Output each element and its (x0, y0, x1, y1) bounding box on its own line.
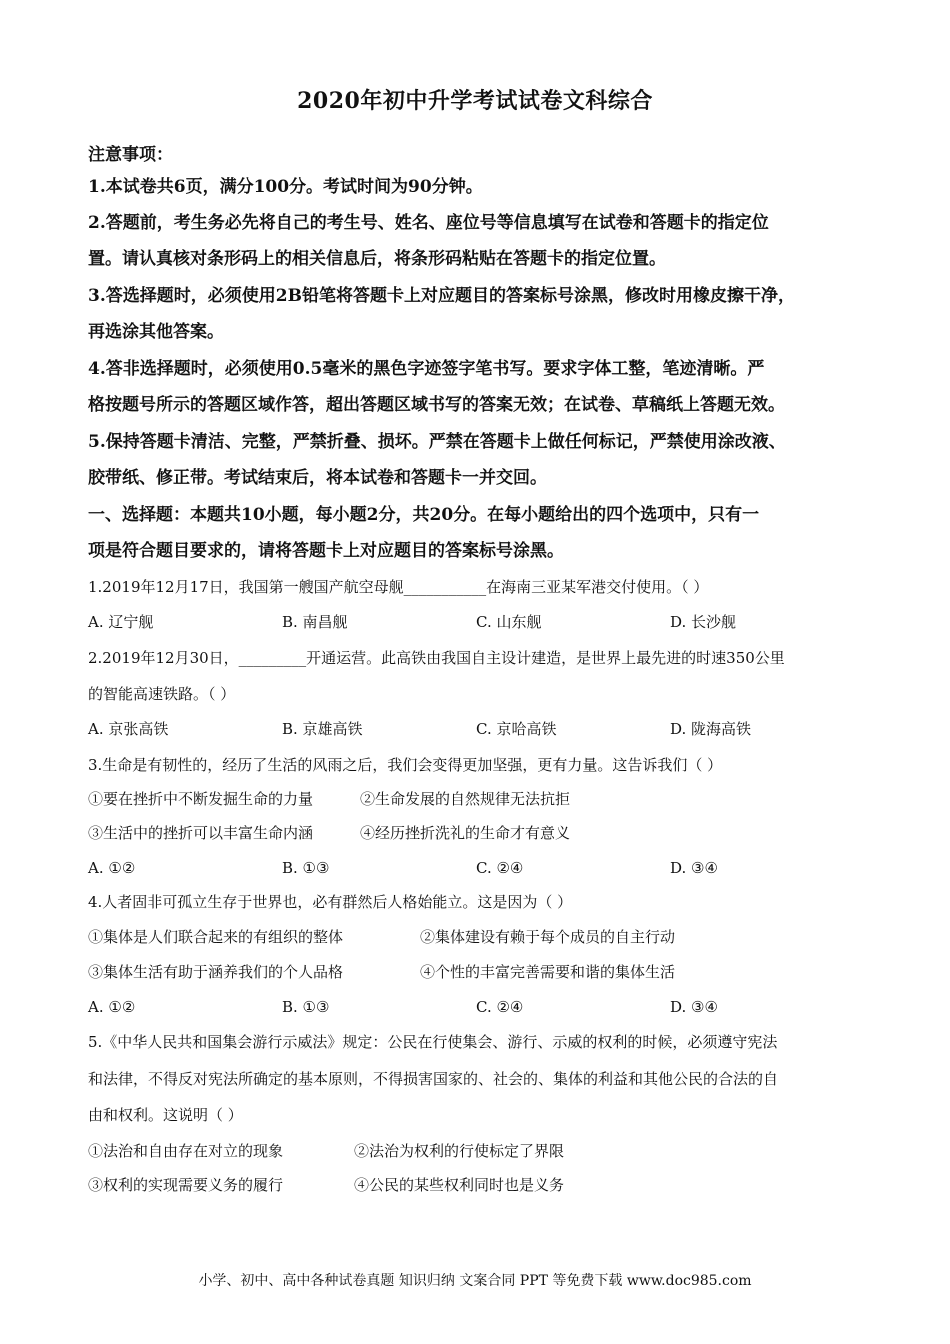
option-d: D. 陇海高铁 (670, 720, 752, 738)
option-c: C. 山东舰 (476, 613, 542, 631)
statement-2: ②法治为权利的行使标定了界限 (354, 1142, 565, 1160)
option-a: A. ①② (88, 859, 136, 877)
notice-line-3: 置。请认真核对条形码上的相关信息后，将条形码粘贴在答题卡的指定位置。 (88, 249, 666, 269)
notice-heading: 注意事项： (88, 145, 173, 165)
option-d: D. 长沙舰 (670, 613, 737, 631)
notice-line-7: 格按题号所示的答题区域作答，超出答题区域书写的答案无效；在试卷、草稿纸上答题无效。 (88, 395, 785, 415)
question-5-stem-line-2: 和法律，不得反对宪法所确定的基本原则，不得损害国家的、社会的、集体的利益和其他公民的合法的自 (88, 1070, 779, 1088)
option-d: D. ③④ (670, 998, 718, 1016)
notice-line-9: 胶带纸、修正带。考试结束后，将本试卷和答题卡一并交回。 (88, 468, 547, 488)
statement-4: ④经历挫折洗礼的生命才有意义 (360, 824, 571, 842)
option-b: B. ①③ (282, 998, 330, 1016)
option-d: D. ③④ (670, 859, 718, 877)
question-5-stem-line-1: 5.《中华人民共和国集会游行示威法》规定：公民在行使集会、游行、示威的权利的时候，必须遵守宪法 (88, 1033, 778, 1051)
statement-3: ③集体生活有助于涵养我们的个人品格 (88, 963, 344, 981)
question-5-stem-line-3: 由和权利。这说明（ ） (88, 1106, 243, 1124)
question-1-stem: 1.2019年12月17日，我国第一艘国产航空母舰___________在海南三亚某军港交付使用。（ ） (88, 578, 709, 596)
question-4-stem: 4.人者固非可孤立生存于世界也，必有群然后人格始能立。这是因为（ ） (88, 893, 573, 911)
notice-line-1: 1.本试卷共6页，满分100分。考试时间为90分钟。 (88, 177, 483, 197)
statement-3: ③生活中的挫折可以丰富生命内涵 (88, 824, 314, 842)
page-footer: 小学、初中、高中各种试卷真题 知识归纳 文案合同 PPT 等免费下载 www.doc985.com (198, 1273, 752, 1289)
option-a: A. ①② (88, 998, 136, 1016)
question-3-stem: 3.生命是有韧性的，经历了生活的风雨之后，我们会变得更加坚强，更有力量。这告诉我们（ ） (88, 756, 723, 774)
option-c: C. ②④ (476, 998, 524, 1016)
option-b: B. 京雄高铁 (282, 720, 363, 738)
option-b: B. 南昌舰 (282, 613, 348, 631)
notice-line-4: 3.答选择题时，必须使用2B铅笔将答题卡上对应题目的答案标号涂黑，修改时用橡皮擦干净， (88, 286, 795, 306)
option-a: A. 辽宁舰 (88, 613, 154, 631)
option-c: C. ②④ (476, 859, 524, 877)
statement-4: ④公民的某些权利同时也是义务 (354, 1176, 565, 1194)
section-heading-2: 项是符合题目要求的，请将答题卡上对应题目的答案标号涂黑。 (88, 541, 564, 561)
option-b: B. ①③ (282, 859, 330, 877)
statement-2: ②生命发展的自然规律无法抗拒 (360, 790, 571, 808)
statement-2: ②集体建设有赖于每个成员的自主行动 (420, 928, 676, 946)
notice-line-8: 5.保持答题卡清洁、完整，严禁折叠、损坏。严禁在答题卡上做任何标记，严禁使用涂改液、 (88, 432, 786, 452)
option-a: A. 京张高铁 (88, 720, 169, 738)
page-title: 2020年初中升学考试试卷文科综合 (297, 88, 653, 114)
notice-line-6: 4.答非选择题时，必须使用0.5毫米的黑色字迹签字笔书写。要求字体工整，笔迹清晰。严 (88, 359, 765, 379)
notice-line-5: 再选涂其他答案。 (88, 322, 224, 342)
question-2-stem-line-2: 的智能高速铁路。（ ） (88, 685, 236, 703)
question-2-stem-line-1: 2.2019年12月30日，_________开通运营。此高铁由我国自主设计建造，是世界上最先进的时速350公里 (88, 649, 785, 667)
statement-4: ④个性的丰富完善需要和谐的集体生活 (420, 963, 676, 981)
section-heading-1: 一、选择题：本题共10小题，每小题2分，共20分。在每小题给出的四个选项中，只有一 (88, 505, 760, 525)
statement-1: ①要在挫折中不断发掘生命的力量 (88, 790, 314, 808)
statement-1: ①法治和自由存在对立的现象 (88, 1142, 284, 1160)
option-c: C. 京哈高铁 (476, 720, 557, 738)
statement-1: ①集体是人们联合起来的有组织的整体 (88, 928, 344, 946)
notice-line-2: 2.答题前，考生务必先将自己的考生号、姓名、座位号等信息填写在试卷和答题卡的指定位 (88, 213, 769, 233)
statement-3: ③权利的实现需要义务的履行 (88, 1176, 284, 1194)
